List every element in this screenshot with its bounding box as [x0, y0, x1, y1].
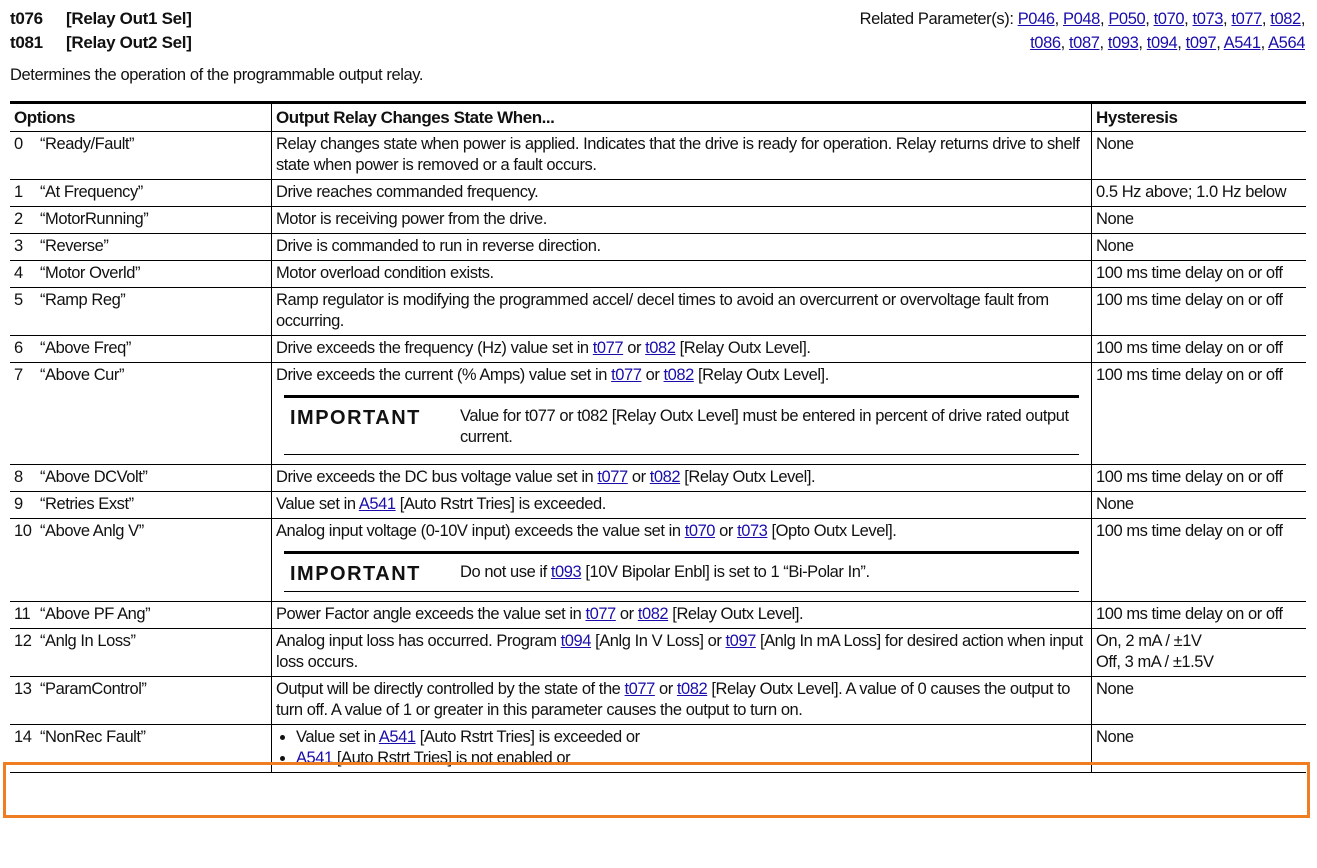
option-cell — [10, 725, 272, 773]
param-title-t081 — [10, 31, 192, 55]
option-number: 1 — [14, 183, 23, 201]
important-note — [284, 551, 1079, 592]
hysteresis-value: 100 ms time delay on or off — [1096, 605, 1283, 623]
hysteresis-value: None — [1096, 495, 1134, 513]
related-link-t097[interactable]: t097 — [1185, 34, 1217, 52]
hysteresis-value: 100 ms time delay on or off — [1096, 468, 1283, 486]
hysteresis-value: 100 ms time delay on or off — [1096, 291, 1283, 309]
description-cell — [272, 519, 1092, 602]
hysteresis-cell — [1092, 677, 1307, 725]
hysteresis-value: 100 ms time delay on or off — [1096, 366, 1283, 384]
table-row — [10, 492, 1306, 519]
bullet-item: • Value set in A541 [Auto Rstrt Tries] is exceeded or — [296, 727, 1087, 748]
hysteresis-value: None — [1096, 728, 1134, 746]
option-number: 6 — [14, 339, 23, 357]
option-cell — [10, 288, 272, 336]
option-name: “Ready/Fault” — [40, 135, 135, 153]
option-cell — [10, 132, 272, 180]
table-row — [10, 725, 1306, 773]
option-name: “Above Freq” — [40, 339, 131, 357]
description-text: Drive exceeds the frequency (Hz) value set in t077 or t082 [Relay Outx Level]. — [276, 339, 811, 357]
description-cell — [272, 288, 1092, 336]
hysteresis-value: None — [1096, 210, 1134, 228]
option-number: 11 — [14, 605, 31, 623]
option-cell — [10, 465, 272, 492]
hysteresis-cell — [1092, 629, 1307, 677]
param-link-t093[interactable]: t093 — [550, 563, 582, 581]
description-text: Drive exceeds the DC bus voltage value set in t077 or t082 [Relay Outx Level]. — [276, 468, 816, 486]
option-name: “Above PF Ang” — [40, 605, 151, 623]
description-text: Value set in A541 [Auto Rstrt Tries] is exceeded. — [276, 495, 606, 513]
hysteresis-value: On, 2 mA / ±1V — [1096, 632, 1202, 650]
table-header-row — [10, 103, 1306, 132]
description-cell — [272, 363, 1092, 465]
related-label: Related Parameter(s): — [859, 10, 1018, 28]
important-label: IMPORTANT — [290, 563, 421, 585]
hysteresis-cell — [1092, 465, 1307, 492]
hysteresis-cell — [1092, 602, 1307, 629]
option-cell — [10, 261, 272, 288]
param-link-t082[interactable]: t082 — [663, 366, 694, 384]
description-text: Relay changes state when power is applied. Indicates that the drive is ready for operation. Relay returns drive to shelf state when power is removed or a fault occurs. — [276, 135, 1080, 174]
hysteresis-cell — [1092, 336, 1307, 363]
param-link-t082[interactable]: t082 — [649, 468, 681, 486]
option-cell — [10, 363, 272, 465]
table-row — [10, 677, 1306, 725]
param-link-t077[interactable]: t077 — [592, 339, 624, 357]
table-row — [10, 261, 1306, 288]
description-cell — [272, 132, 1092, 180]
options-table — [10, 101, 1306, 773]
option-cell — [10, 492, 272, 519]
param-link-t097[interactable]: t097 — [725, 632, 756, 650]
param-link-A541[interactable]: A541 — [358, 495, 396, 513]
hysteresis-value: None — [1096, 237, 1134, 255]
option-name: “MotorRunning” — [40, 210, 149, 228]
description-text: Analog input voltage (0-10V input) exceeds the value set in t070 or t073 [Opto Outx Level]. — [276, 522, 897, 540]
option-cell — [10, 519, 272, 602]
option-cell — [10, 629, 272, 677]
param-code: t076 — [10, 9, 43, 28]
table-row — [10, 602, 1306, 629]
hysteresis-cell — [1092, 234, 1307, 261]
description-cell — [272, 180, 1092, 207]
param-link-t077[interactable]: t077 — [597, 468, 628, 486]
hysteresis-cell — [1092, 261, 1307, 288]
option-number: 2 — [14, 210, 23, 228]
hysteresis-cell — [1092, 132, 1307, 180]
param-link-t094[interactable]: t094 — [560, 632, 591, 650]
related-line: Related Parameter(s): P046, P048, P050, t070, t073, t077, t082, — [859, 10, 1305, 28]
param-link-t077[interactable]: t077 — [624, 680, 655, 698]
param-link-t082[interactable]: t082 — [676, 680, 708, 698]
description: Determines the operation of the programmable output relay. — [10, 66, 424, 84]
option-cell — [10, 336, 272, 363]
important-note — [284, 395, 1079, 455]
option-number: 10 — [14, 522, 32, 540]
option-number: 13 — [14, 680, 32, 698]
description-text: Drive reaches commanded frequency. — [276, 183, 539, 201]
description-cell — [272, 207, 1092, 234]
col-output-relay: Output Relay Changes State When... — [272, 103, 1092, 132]
hysteresis-value: None — [1096, 680, 1134, 698]
hysteresis-value: 100 ms time delay on or off — [1096, 339, 1283, 357]
related-link-t082[interactable]: t082 — [1270, 10, 1301, 28]
table-row — [10, 207, 1306, 234]
hysteresis-value: 0.5 Hz above; 1.0 Hz below — [1096, 183, 1287, 201]
table-row — [10, 180, 1306, 207]
param-link-t082[interactable]: t082 — [637, 605, 669, 623]
description-cell — [272, 336, 1092, 363]
description-text: Drive exceeds the current (% Amps) value set in t077 or t082 [Relay Outx Level]. — [276, 366, 829, 384]
param-link-A541[interactable]: A541 — [378, 728, 416, 746]
option-cell — [10, 180, 272, 207]
description-text: Power Factor angle exceeds the value set in t077 or t082 [Relay Outx Level]. — [276, 605, 804, 623]
option-number: 5 — [14, 291, 23, 309]
option-number: 3 — [14, 237, 23, 255]
related-link-t093[interactable]: t093 — [1107, 34, 1139, 52]
option-name: “Reverse” — [40, 237, 109, 255]
hysteresis-cell — [1092, 519, 1307, 602]
important-text: Value for t077 or t082 [Relay Outx Level] must be entered in percent of drive rated output current. — [460, 407, 1069, 446]
description-cell — [272, 261, 1092, 288]
hysteresis-cell — [1092, 180, 1307, 207]
related-link-t077[interactable]: t077 — [1231, 10, 1262, 28]
related-parameters — [860, 7, 1305, 55]
option-name: “At Frequency” — [40, 183, 143, 201]
related-line: t086, t087, t093, t094, t097, A541, A564 — [1030, 34, 1305, 52]
description-cell — [272, 629, 1092, 677]
related-link-P048[interactable]: P048 — [1063, 10, 1100, 28]
param-name: [Relay Out2 Sel] — [66, 33, 192, 52]
hysteresis-cell — [1092, 288, 1307, 336]
option-name: “NonRec Fault” — [40, 728, 146, 746]
param-link-t073[interactable]: t073 — [737, 522, 768, 540]
related-link-t073[interactable]: t073 — [1192, 10, 1224, 28]
option-name: “Anlg In Loss” — [40, 632, 136, 650]
description-text: Ramp regulator is modifying the programmed accel/ decel times to avoid an overcurrent or overvoltage fault from occurring. — [276, 291, 1049, 330]
important-text: Do not use if t093 [10V Bipolar Enbl] is set to 1 “Bi-Polar In”. — [460, 563, 870, 581]
description-cell — [272, 234, 1092, 261]
related-link-P050[interactable]: P050 — [1108, 10, 1146, 28]
hysteresis-value: 100 ms time delay on or off — [1096, 522, 1283, 540]
bullet-item: • A541 [Auto Rstrt Tries] is not enabled or — [296, 748, 1087, 769]
col-options: Options — [10, 103, 272, 132]
table-row — [10, 132, 1306, 180]
option-name: “Above DCVolt” — [40, 468, 148, 486]
hysteresis-cell — [1092, 725, 1307, 773]
bullet-list — [276, 727, 1087, 769]
table-row — [10, 629, 1306, 677]
related-link-t087[interactable]: t087 — [1069, 34, 1100, 52]
option-cell — [10, 207, 272, 234]
option-number: 4 — [14, 264, 23, 282]
option-cell — [10, 677, 272, 725]
param-name: [Relay Out1 Sel] — [66, 9, 192, 28]
option-name: “Ramp Reg” — [40, 291, 126, 309]
important-label: IMPORTANT — [290, 407, 421, 429]
option-name: “Retries Exst” — [40, 495, 134, 513]
option-number: 9 — [14, 495, 23, 513]
hysteresis-cell — [1092, 207, 1307, 234]
option-name: “Motor Overld” — [40, 264, 141, 282]
table-row — [10, 234, 1306, 261]
option-cell — [10, 234, 272, 261]
hysteresis-cell — [1092, 492, 1307, 519]
option-number: 7 — [14, 366, 23, 384]
option-number: 8 — [14, 468, 23, 486]
table-row — [10, 519, 1306, 602]
param-link-t082[interactable]: t082 — [645, 339, 676, 357]
param-link-t070[interactable]: t070 — [684, 522, 716, 540]
option-number: 12 — [14, 632, 32, 650]
hysteresis-value: None — [1096, 135, 1134, 153]
related-link-A564[interactable]: A564 — [1268, 34, 1305, 52]
related-link-t086[interactable]: t086 — [1030, 34, 1061, 52]
table-row — [10, 363, 1306, 465]
related-link-A541[interactable]: A541 — [1223, 34, 1261, 52]
option-name: “Above Anlg V” — [40, 522, 144, 540]
col-hysteresis: Hysteresis — [1092, 103, 1307, 132]
option-number: 0 — [14, 135, 23, 153]
option-name: “ParamControl” — [40, 680, 147, 698]
table-row — [10, 465, 1306, 492]
param-code: t081 — [10, 33, 43, 52]
hysteresis-value: Off, 3 mA / ±1.5V — [1096, 653, 1214, 671]
related-link-t070[interactable]: t070 — [1153, 10, 1185, 28]
description-text: Motor overload condition exists. — [276, 264, 494, 282]
hysteresis-cell — [1092, 363, 1307, 465]
option-name: “Above Cur” — [40, 366, 124, 384]
param-title-t076 — [10, 7, 192, 31]
description-text: Motor is receiving power from the drive. — [276, 210, 547, 228]
param-link-t077[interactable]: t077 — [585, 605, 616, 623]
parameter-header — [10, 7, 192, 55]
description-text: Output will be directly controlled by the state of the t077 or t082 [Relay Outx Level]. A value of 0 causes the output to turn off. A value of 1 or greater in this parameter causes the output to turn on. — [276, 680, 1071, 719]
param-link-t077[interactable]: t077 — [611, 366, 642, 384]
hysteresis-value: 100 ms time delay on or off — [1096, 264, 1283, 282]
description-text: Drive is commanded to run in reverse direction. — [276, 237, 601, 255]
table-row — [10, 288, 1306, 336]
description-cell — [272, 725, 1092, 773]
option-number: 14 — [14, 728, 32, 746]
description-cell — [272, 465, 1092, 492]
description-cell — [272, 677, 1092, 725]
description-cell — [272, 602, 1092, 629]
param-link-A541[interactable]: A541 — [296, 749, 333, 767]
description-text: Analog input loss has occurred. Program t094 [Anlg In V Loss] or t097 [Anlg In mA Loss] for desired action when input loss occurs. — [276, 632, 1083, 671]
description-cell — [272, 492, 1092, 519]
table-row — [10, 336, 1306, 363]
option-cell — [10, 602, 272, 629]
related-link-P046[interactable]: P046 — [1017, 10, 1055, 28]
related-link-t094[interactable]: t094 — [1146, 34, 1178, 52]
